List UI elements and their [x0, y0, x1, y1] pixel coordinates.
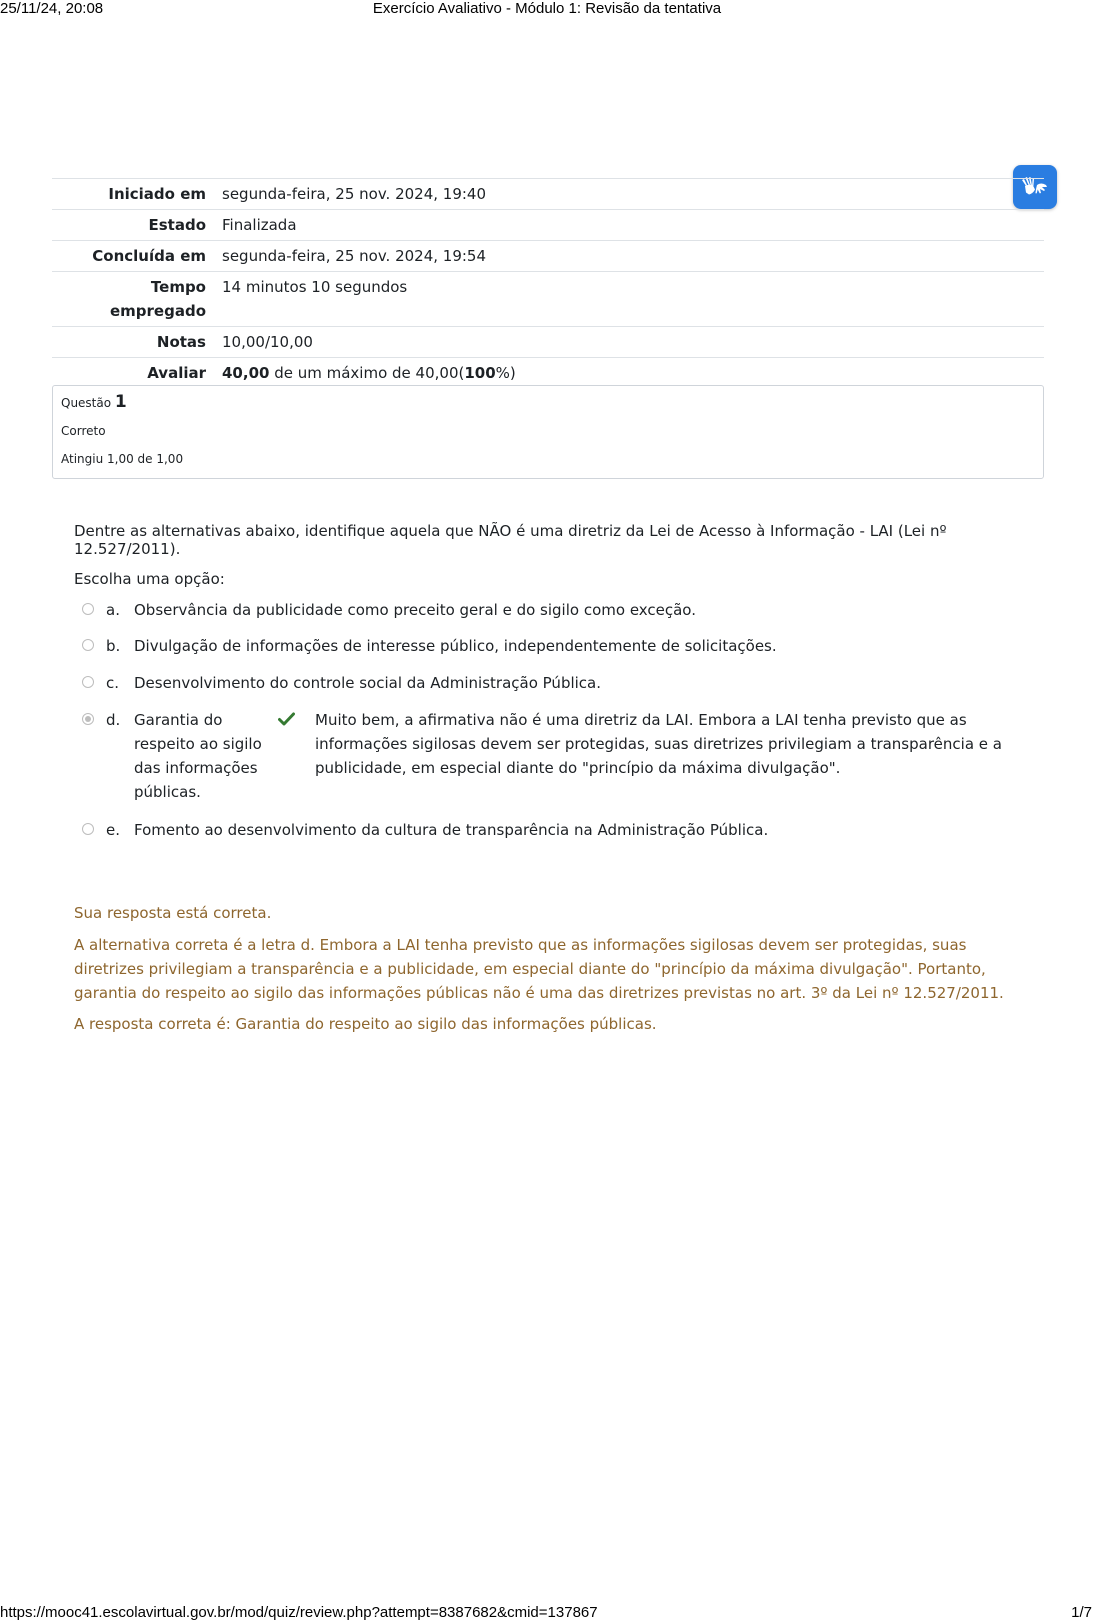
option-text: Observância da publicidade como preceito geral e do sigilo como exceção. — [134, 601, 696, 619]
radio-c[interactable] — [82, 676, 94, 688]
summary-row-started — [52, 179, 1044, 210]
print-date: 25/11/24, 20:08 — [0, 0, 104, 17]
state-label: Estado — [52, 210, 222, 241]
question-number — [61, 392, 127, 412]
option-feedback: Muito bem, a afirmativa não é uma diretriz da LAI. Embora a LAI tenha previsto que as informações sigilosas devem ser protegidas, suas diretrizes privilegiam a transparência e a publicidade, em especial diante do "princípio da máxima divulgação". — [315, 711, 1002, 777]
summary-row-completed — [52, 241, 1044, 272]
summary-row-time — [52, 272, 1044, 327]
option-text: Desenvolvimento do controle social da Administração Pública. — [134, 674, 602, 692]
radio-e[interactable] — [82, 823, 94, 835]
result-message: Sua resposta está correta. — [74, 904, 272, 922]
completed-value: segunda-feira, 25 nov. 2024, 19:54 — [222, 241, 1044, 272]
option-letter: d. — [106, 711, 121, 729]
completed-label: Concluída em — [52, 241, 222, 272]
time-label-line-2: empregado — [109, 302, 206, 320]
print-page-title: Exercício Avaliativo - Módulo 1: Revisão da tentativa — [372, 0, 722, 17]
option-text: Fomento ao desenvolvimento da cultura de transparência na Administração Pública. — [134, 821, 769, 839]
answer-option-d[interactable] — [82, 708, 1032, 804]
grade-label: Avaliar — [52, 358, 222, 389]
summary-row-grade — [52, 358, 1044, 389]
radio-a[interactable] — [82, 603, 94, 615]
option-letter: b. — [106, 637, 121, 655]
option-letter: a. — [106, 601, 120, 619]
time-taken-label — [52, 272, 222, 327]
marks-value: 10,00/10,00 — [222, 327, 1044, 358]
print-header — [0, 0, 1094, 18]
question-grade: Atingiu 1,00 de 1,00 — [61, 452, 184, 466]
print-page-number: 1/7 — [1071, 1604, 1092, 1621]
time-label-line-1: Tempo — [150, 278, 206, 296]
option-letter: c. — [106, 674, 120, 692]
grade-percent-sign: %) — [495, 364, 516, 382]
started-label: Iniciado em — [52, 179, 222, 210]
print-url: https://mooc41.escolavirtual.gov.br/mod/quiz/review.php?attempt=8387682&cmid=137867 — [0, 1604, 598, 1621]
grade-max-text: de um máximo de 40,00( — [269, 364, 465, 382]
grade-score: 40,00 — [222, 364, 270, 382]
option-text: Divulgação de informações de interesse público, independentemente de solicitações. — [134, 637, 777, 655]
option-text: Garantia do respeito ao sigilo das informações públicas. — [134, 711, 262, 801]
attempt-summary-table — [52, 178, 1044, 389]
time-taken-value: 14 minutos 10 segundos — [222, 272, 1044, 327]
option-letter: e. — [106, 821, 120, 839]
answer-explanation: A alternativa correta é a letra d. Embora a LAI tenha previsto que as informações sigilosas devem ser protegidas, suas diretrizes privilegiam a transparência e a publicidade, em especial diante do "princípio da máxima divulgação". Portanto, garantia do respeito ao sigilo das informações públicas não é uma das diretrizes previstas no art. 3º da Lei nº 12.527/2011. — [74, 936, 1004, 1002]
grade-value — [222, 358, 1044, 389]
radio-b[interactable] — [82, 639, 94, 651]
print-footer — [0, 1604, 1094, 1622]
answer-prompt: Escolha uma opção: — [74, 570, 225, 588]
state-value: Finalizada — [222, 210, 1044, 241]
question-state: Correto — [61, 424, 106, 438]
radio-d[interactable] — [82, 713, 94, 725]
right-answer: A resposta correta é: Garantia do respeito ao sigilo das informações públicas. — [74, 1015, 657, 1033]
started-value: segunda-feira, 25 nov. 2024, 19:40 — [222, 179, 1044, 210]
summary-row-state — [52, 210, 1044, 241]
checkmark-icon — [278, 712, 295, 726]
marks-label: Notas — [52, 327, 222, 358]
summary-row-marks — [52, 327, 1044, 358]
question-text: Dentre as alternativas abaixo, identifique aquela que NÃO é uma diretriz da Lei de Acesso à Informação - LAI (Lei nº 12.527/2011). — [74, 522, 947, 558]
question-number-value: 1 — [114, 392, 127, 412]
grade-percent: 100 — [464, 364, 496, 382]
question-label: Questão — [61, 396, 112, 410]
question-info-box — [52, 385, 1044, 479]
